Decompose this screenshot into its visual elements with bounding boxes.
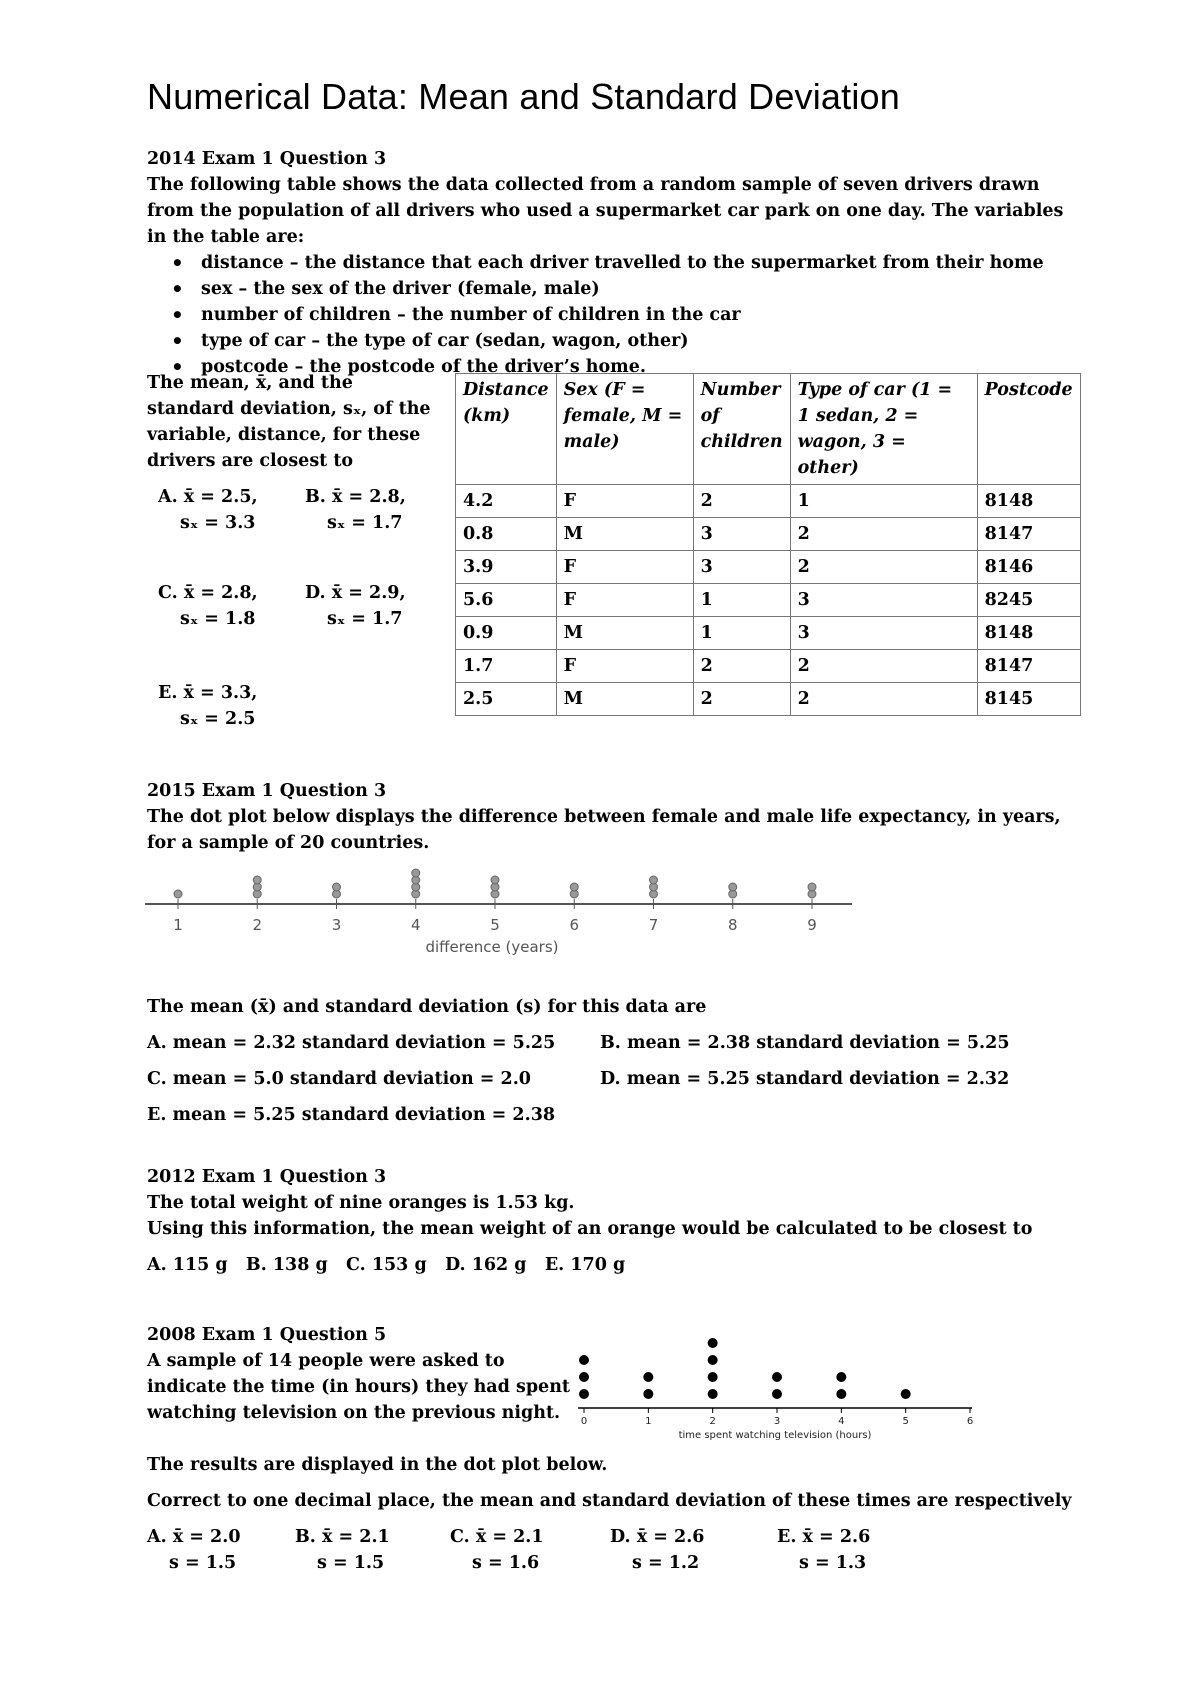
table-cell: 3 [693,551,790,584]
table-row [456,485,1081,518]
option-e: E. x̄ = 2.6 s = 1.3 [777,1527,871,1573]
table-cell: 2 [790,551,977,584]
data-point [772,1372,782,1382]
table-cell: 8245 [977,584,1080,617]
question-results: The results are displayed in the dot plot below. [147,1455,608,1475]
x-tick-label: 3 [331,916,342,934]
data-point [708,1372,718,1382]
table-header-row [456,374,1081,485]
table-cell: 8146 [977,551,1080,584]
data-point [253,876,261,884]
table-cell: F [556,584,693,617]
x-tick-label: 1 [173,916,183,934]
dot-plot-life-expectancy [150,860,930,960]
data-point [579,1355,589,1365]
x-tick-label: 1 [645,1416,652,1427]
data-point [729,883,737,891]
option-c: C. x̄ = 2.1 s = 1.6 [450,1527,544,1573]
table-row [456,584,1081,617]
table-row [456,617,1081,650]
x-tick-label: 3 [773,1416,781,1427]
x-tick-label: 5 [490,916,500,934]
data-point [491,876,499,884]
table-header: Sex (F = female, M = male) [556,374,693,485]
table-cell: 2 [790,683,977,716]
variable-list [147,250,1087,380]
drivers-table [455,373,1081,716]
x-tick-label: 0 [580,1416,588,1427]
table-cell: 0.9 [456,617,557,650]
table-row [456,683,1081,716]
question-heading: 2014 Exam 1 Question 3 [147,149,387,169]
table-cell: 3 [693,518,790,551]
table-row [456,650,1081,683]
table-cell: F [556,551,693,584]
x-tick-label: 2 [252,916,263,934]
list-item: • sex – the sex of the driver (female, male) [201,276,1087,302]
option-c: C. x̄ = 2.8, sₓ = 1.8 [158,583,258,629]
table-cell: F [556,485,693,518]
question-stem: The mean, x̄, and the standard deviation, sₓ, of the variable, distance, for these drivers are closest to [147,373,431,471]
table-header: Postcode [977,374,1080,485]
data-point [650,876,658,884]
data-point [708,1338,718,1348]
table-cell: 0.8 [456,518,557,551]
data-point [708,1389,718,1399]
x-tick-label: 5 [902,1416,909,1427]
option-b: B. x̄ = 2.8, sₓ = 1.7 [305,487,406,533]
question-intro: The following table shows the data collected from a random sample of seven drivers drawn from the population of all drivers who used a supermarket car park on one day. The variables in the table are: [147,175,1064,247]
question-heading: 2008 Exam 1 Question 5 [147,1325,387,1345]
option-d: D. x̄ = 2.6 s = 1.2 [610,1527,705,1573]
data-point [836,1389,846,1399]
list-item: • distance – the distance that each driver travelled to the supermarket from their home [201,250,1087,276]
table-cell: M [556,617,693,650]
data-point [643,1372,653,1382]
option-a: A. x̄ = 2.5, sₓ = 3.3 [158,487,258,533]
question-heading: 2012 Exam 1 Question 3 [147,1167,387,1187]
data-point [901,1389,911,1399]
table-cell: 1.7 [456,650,557,683]
data-point [174,890,182,898]
data-point [808,883,816,891]
options-2012: A. 115 g B. 138 g C. 153 g D. 162 g E. 170 g [147,1255,626,1275]
x-axis-label: difference (years) [425,938,559,956]
question-2012 [147,1164,1087,1242]
option-c: C. mean = 5.0 standard deviation = 2.0 [147,1069,531,1089]
table-cell: 8148 [977,617,1080,650]
question-intro: A sample of 14 people were asked to indicate the time (in hours) they had spent watching television on the previous night. [147,1351,570,1423]
option-d: D. mean = 5.25 standard deviation = 2.32 [600,1069,1010,1089]
question-line: The total weight of nine oranges is 1.53 kg. [147,1193,575,1213]
table-cell: 3 [790,584,977,617]
data-point [772,1389,782,1399]
table-cell: M [556,518,693,551]
question-heading: 2015 Exam 1 Question 3 [147,781,387,801]
table-row [456,518,1081,551]
table-cell: 1 [790,485,977,518]
table-header: Distance (km) [456,374,557,485]
table-cell: 1 [693,617,790,650]
x-tick-label: 9 [807,916,817,934]
table-cell: 3 [790,617,977,650]
table-header: Type of car (1 = 1 sedan, 2 = wagon, 3 = other) [790,374,977,485]
table-cell: 8145 [977,683,1080,716]
table-cell: 1 [693,584,790,617]
page-title: Numerical Data: Mean and Standard Deviation [147,76,900,117]
table-cell: 3.9 [456,551,557,584]
data-point [836,1372,846,1382]
option-a: A. x̄ = 2.0 s = 1.5 [147,1527,241,1573]
question-intro: The dot plot below displays the difference between female and male life expectancy, in years, for a sample of 20 countries. [147,807,1061,853]
data-point [412,869,420,877]
x-tick-label: 7 [648,916,659,934]
table-cell: 8147 [977,518,1080,551]
x-tick-label: 4 [410,916,421,934]
question-stem: Correct to one decimal place, the mean and standard deviation of these times are respectively [147,1491,1072,1511]
table-cell: 2 [693,485,790,518]
data-point [643,1389,653,1399]
list-item: • postcode – the postcode of the driver’s home. [201,354,1087,380]
question-2015 [147,778,1087,856]
table-header: Number of children [693,374,790,485]
dot-plot-television [580,1320,1070,1445]
data-point [579,1372,589,1382]
data-point [579,1389,589,1399]
table-cell: 2.5 [456,683,557,716]
data-point [708,1355,718,1365]
x-tick-label: 4 [838,1416,845,1427]
table-cell: 2 [790,650,977,683]
x-tick-label: 6 [966,1416,974,1427]
table-cell: 2 [790,518,977,551]
x-tick-label: 2 [709,1416,716,1427]
list-item: • number of children – the number of children in the car [201,302,1087,328]
table-cell: 2 [693,683,790,716]
table-cell: F [556,650,693,683]
table-cell: 5.6 [456,584,557,617]
option-b: B. mean = 2.38 standard deviation = 5.25 [600,1033,1010,1053]
table-cell: M [556,683,693,716]
question-2014 [147,146,1087,380]
x-tick-label: 8 [727,916,738,934]
data-point [333,883,341,891]
data-point [570,883,578,891]
option-b: B. x̄ = 2.1 s = 1.5 [295,1527,390,1573]
option-d: D. x̄ = 2.9, sₓ = 1.7 [305,583,406,629]
x-axis-label: time spent watching television (hours) [678,1430,872,1441]
x-tick-label: 6 [569,916,580,934]
option-e: E. mean = 5.25 standard deviation = 2.38 [147,1105,556,1125]
table-cell: 8147 [977,650,1080,683]
option-e: E. x̄ = 3.3, sₓ = 2.5 [158,683,258,729]
option-a: A. mean = 2.32 standard deviation = 5.25 [147,1033,556,1053]
list-item: • type of car – the type of car (sedan, wagon, other) [201,328,1087,354]
table-row [456,551,1081,584]
question-line: Using this information, the mean weight of an orange would be calculated to be closest to [147,1219,1033,1239]
question-2008 [147,1322,587,1426]
question-stem: The mean (x̄) and standard deviation (s) for this data are [147,997,707,1017]
table-cell: 8148 [977,485,1080,518]
table-cell: 4.2 [456,485,557,518]
table-cell: 2 [693,650,790,683]
